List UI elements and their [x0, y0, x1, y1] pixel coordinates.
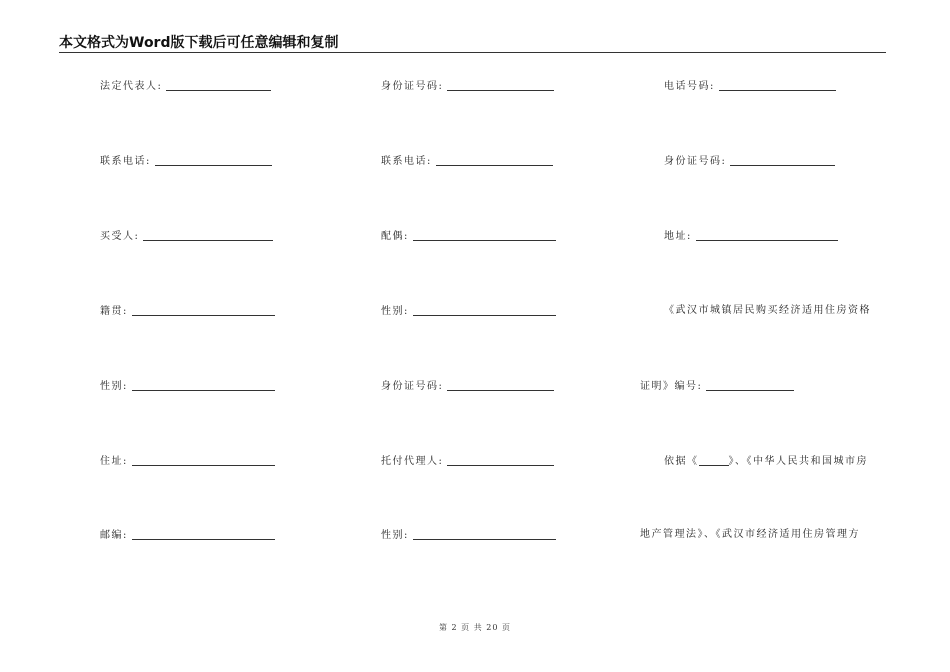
blank-line — [413, 305, 556, 316]
blank-line — [413, 230, 556, 241]
field-label: 证明》编号: — [640, 381, 703, 392]
field-native-place — [100, 305, 275, 318]
blank-line — [447, 455, 554, 466]
field-gender-3 — [381, 529, 556, 542]
field-contact-phone-2 — [381, 155, 553, 168]
field-label: 籍贯: — [100, 306, 128, 317]
field-contact-phone — [100, 155, 272, 168]
field-label: 联系电话: — [100, 156, 151, 167]
field-label: 配偶: — [381, 231, 409, 242]
paragraph-line: 地产管理法》、《武汉市经济适用住房管理方 — [640, 529, 860, 540]
field-phone-number — [664, 80, 836, 93]
field-label: 性别: — [381, 530, 409, 541]
blank-line — [132, 529, 275, 540]
blank-line — [719, 80, 836, 91]
blank-line — [699, 455, 729, 466]
field-agent — [381, 455, 554, 468]
blank-line — [413, 529, 556, 540]
field-id-number — [381, 80, 554, 93]
field-label: 身份证号码: — [664, 156, 727, 167]
field-postcode — [100, 529, 275, 542]
field-id-number-3 — [664, 155, 835, 168]
paragraph-line: 《武汉市城镇居民购买经济适用住房资格 — [664, 305, 871, 316]
field-address-2 — [664, 230, 838, 243]
blank-line — [166, 80, 271, 91]
field-legal-representative — [100, 80, 271, 93]
field-label: 邮编: — [100, 530, 128, 541]
field-label: 性别: — [100, 381, 128, 392]
blank-line — [132, 380, 275, 391]
blank-line — [696, 230, 838, 241]
blank-line — [143, 230, 273, 241]
blank-line — [447, 80, 554, 91]
field-label: 地址: — [664, 231, 692, 242]
field-gender — [100, 380, 275, 393]
paragraph-text: 依据《 — [664, 456, 699, 467]
paragraph-text: 》、《中华人民共和国城市房 — [728, 456, 868, 467]
field-certificate-number — [640, 380, 794, 393]
field-address — [100, 455, 275, 468]
blank-line — [730, 155, 835, 166]
field-label: 买受人: — [100, 231, 140, 242]
field-spouse — [381, 230, 556, 243]
field-buyer — [100, 230, 273, 243]
blank-line — [447, 380, 554, 391]
field-gender-2 — [381, 305, 556, 318]
blank-line — [132, 455, 275, 466]
field-label: 性别: — [381, 306, 409, 317]
page-number: 第 2 页 共 20 页 — [439, 623, 511, 632]
field-label: 电话号码: — [664, 81, 715, 92]
field-label: 身份证号码: — [381, 381, 444, 392]
field-label: 托付代理人: — [381, 456, 444, 467]
field-label: 法定代表人: — [100, 81, 163, 92]
document-header: 本文格式为Word版下载后可任意编辑和复制 — [59, 34, 886, 53]
blank-line — [706, 380, 794, 391]
blank-line — [132, 305, 275, 316]
blank-line — [436, 155, 553, 166]
field-label: 联系电话: — [381, 156, 432, 167]
field-label: 身份证号码: — [381, 81, 444, 92]
field-label: 住址: — [100, 456, 128, 467]
blank-line — [155, 155, 272, 166]
field-id-number-2 — [381, 380, 554, 393]
paragraph-line — [664, 455, 868, 468]
